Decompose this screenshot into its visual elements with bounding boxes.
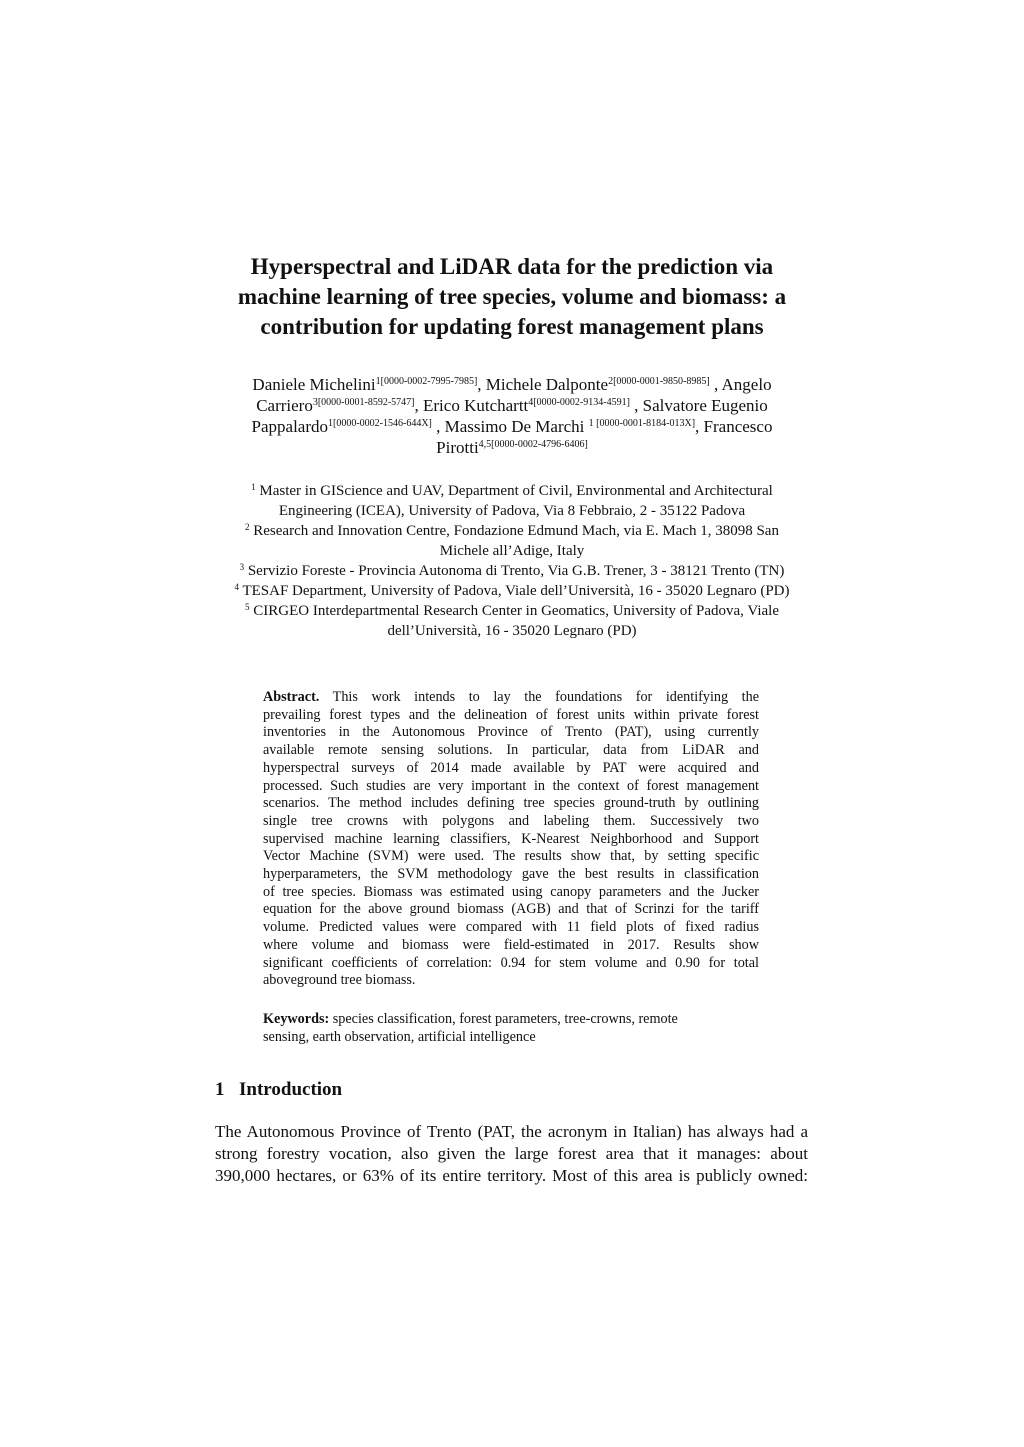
author-line bbox=[200, 395, 824, 416]
author-name: Daniele Michelini bbox=[252, 375, 376, 394]
paper-title bbox=[200, 252, 824, 342]
abstract-line: Vector Machine (SVM) were used. The results show that, by setting specific bbox=[263, 848, 759, 865]
affiliation-number: 5 bbox=[245, 602, 250, 612]
affiliation-line: $^1$ Master in GIScience and UAV, Department of Civil, Environmental and Architectural bbox=[251, 482, 773, 499]
author-line bbox=[200, 416, 824, 437]
affiliation-line: $^3$ Servizio Foreste - Provincia Autonoma di Trento, Via G.B. Trener, 3 - 38121 Trento (TN) bbox=[239, 562, 785, 579]
orcid-superscript: 1 [0000-0001-8184-013X] bbox=[588, 418, 696, 429]
abstract-line: processed. Such studies are very important in the context of forest management bbox=[263, 777, 759, 794]
abstract-line: of tree species. Biomass was estimated using canopy parameters and the Jucker bbox=[263, 883, 759, 900]
affiliation-line: dell’Università, 16 - 35020 Legnaro (PD) bbox=[387, 623, 637, 639]
abstract-line: significant coefficients of correlation: 0.94 for stem volume and 0.90 for total bbox=[263, 954, 759, 971]
body-line: The Autonomous Province of Trento (PAT, the acronym in Italian) has always had a bbox=[215, 1122, 808, 1141]
affiliation-number: 2 bbox=[245, 522, 250, 532]
author-name: , Salvatore Eugenio bbox=[629, 396, 768, 415]
abstract-line: single tree crowns with polygons and labeling them. Successively two bbox=[263, 812, 759, 829]
abstract-line: aboveground tree biomass. bbox=[263, 972, 416, 989]
keywords-line: sensing, earth observation, artificial intelligence bbox=[263, 1028, 536, 1045]
section-number: 1 bbox=[215, 1079, 225, 1100]
abstract-line: available remote sensing solutions. In particular, data from LiDAR and bbox=[263, 742, 759, 759]
affiliation-line: $^2$ Research and Innovation Centre, Fondazione Edmund Mach, via E. Mach 1, 38098 San bbox=[245, 522, 779, 539]
orcid-superscript: 4,5[0000-0002-4796-6406] bbox=[478, 439, 588, 450]
title-line: Hyperspectral and LiDAR data for the prediction via bbox=[250, 254, 774, 279]
author-name: , Michele Dalponte bbox=[477, 375, 609, 394]
author-name: , Angelo bbox=[709, 375, 772, 394]
affiliation-line: $^5$ CIRGEO Interdepartmental Research Center in Geomatics, University of Padova, Viale bbox=[245, 602, 779, 619]
affiliation-number: 3 bbox=[239, 562, 245, 572]
author-name: Pappalardo bbox=[251, 417, 329, 436]
orcid-superscript: 1[0000-0002-7995-7985] bbox=[375, 376, 478, 387]
author-list bbox=[200, 374, 824, 458]
affiliation-number: 1 bbox=[251, 482, 256, 492]
body-line: 390,000 hectares, or 63% of its entire territory. Most of this area is publicly owned: bbox=[215, 1166, 808, 1185]
orcid-superscript: 4[0000-0002-9134-4591] bbox=[528, 397, 630, 408]
section-heading bbox=[215, 1078, 342, 1102]
abstract-line: hyperspectral surveys of 2014 made available by PAT were acquired and bbox=[263, 759, 759, 776]
author-name: , Francesco bbox=[695, 417, 773, 436]
affiliation-line: $^4$ TESAF Department, University of Padova, Viale dell’Università, 16 - 35020 Legnaro (PD) bbox=[234, 582, 790, 599]
keywords-label: Keywords: bbox=[263, 1011, 330, 1027]
abstract-line: scenarios. The method includes defining tree species ground-truth by outlining bbox=[263, 795, 759, 812]
author-line bbox=[200, 374, 824, 395]
abstract-line: Abstract. This work intends to lay the foundations for identifying the bbox=[263, 689, 759, 705]
abstract-line: where volume and biomass were field-estimated in 2017. Results show bbox=[263, 936, 759, 953]
author-name: , Massimo De Marchi bbox=[431, 417, 589, 436]
abstract-line: hyperparameters, the SVM methodology gave the best results in classification bbox=[263, 866, 759, 883]
body-line: strong forestry vocation, also given the large forest area that it manages: about bbox=[215, 1144, 808, 1163]
affiliation-line: Michele all’Adige, Italy bbox=[439, 543, 585, 559]
abstract-line: inventories in the Autonomous Province of Trento (PAT), using currently bbox=[263, 724, 759, 741]
abstract-line: volume. Predicted values were compared with 11 field plots of fixed radius bbox=[263, 919, 759, 936]
abstract-line: prevailing forest types and the delineation of forest units within private forest bbox=[263, 706, 759, 723]
abstract-line: equation for the above ground biomass (AGB) and that of Scrinzi for the tariff bbox=[263, 901, 759, 918]
orcid-superscript: 3[0000-0001-8592-5747] bbox=[312, 397, 415, 408]
author-line bbox=[200, 437, 824, 458]
title-line: machine learning of tree species, volume and biomass: a bbox=[237, 284, 787, 309]
author-name: Carriero bbox=[256, 396, 313, 415]
keywords bbox=[263, 1011, 759, 1046]
author-name: , Erico Kutchartt bbox=[414, 396, 529, 415]
affiliation-line: Engineering (ICEA), University of Padova, Via 8 Febbraio, 2 - 35122 Padova bbox=[278, 503, 746, 519]
affiliation-number: 4 bbox=[234, 582, 239, 592]
affiliation-list bbox=[200, 481, 824, 641]
orcid-superscript: 2[0000-0001-9850-8985] bbox=[608, 376, 710, 387]
introduction-body bbox=[215, 1121, 808, 1187]
abstract bbox=[263, 689, 759, 990]
author-name: Pirotti bbox=[436, 438, 479, 457]
title-line: contribution for updating forest management plans bbox=[260, 314, 764, 339]
keywords-line: Keywords: species classification, forest parameters, tree-crowns, remote bbox=[263, 1011, 678, 1027]
abstract-line: supervised machine learning classifiers, K-Nearest Neighborhood and Support bbox=[263, 830, 759, 847]
section-title: Introduction bbox=[239, 1079, 343, 1100]
abstract-label: Abstract. bbox=[263, 689, 320, 705]
orcid-superscript: 1[0000-0002-1546-644X] bbox=[328, 418, 432, 429]
